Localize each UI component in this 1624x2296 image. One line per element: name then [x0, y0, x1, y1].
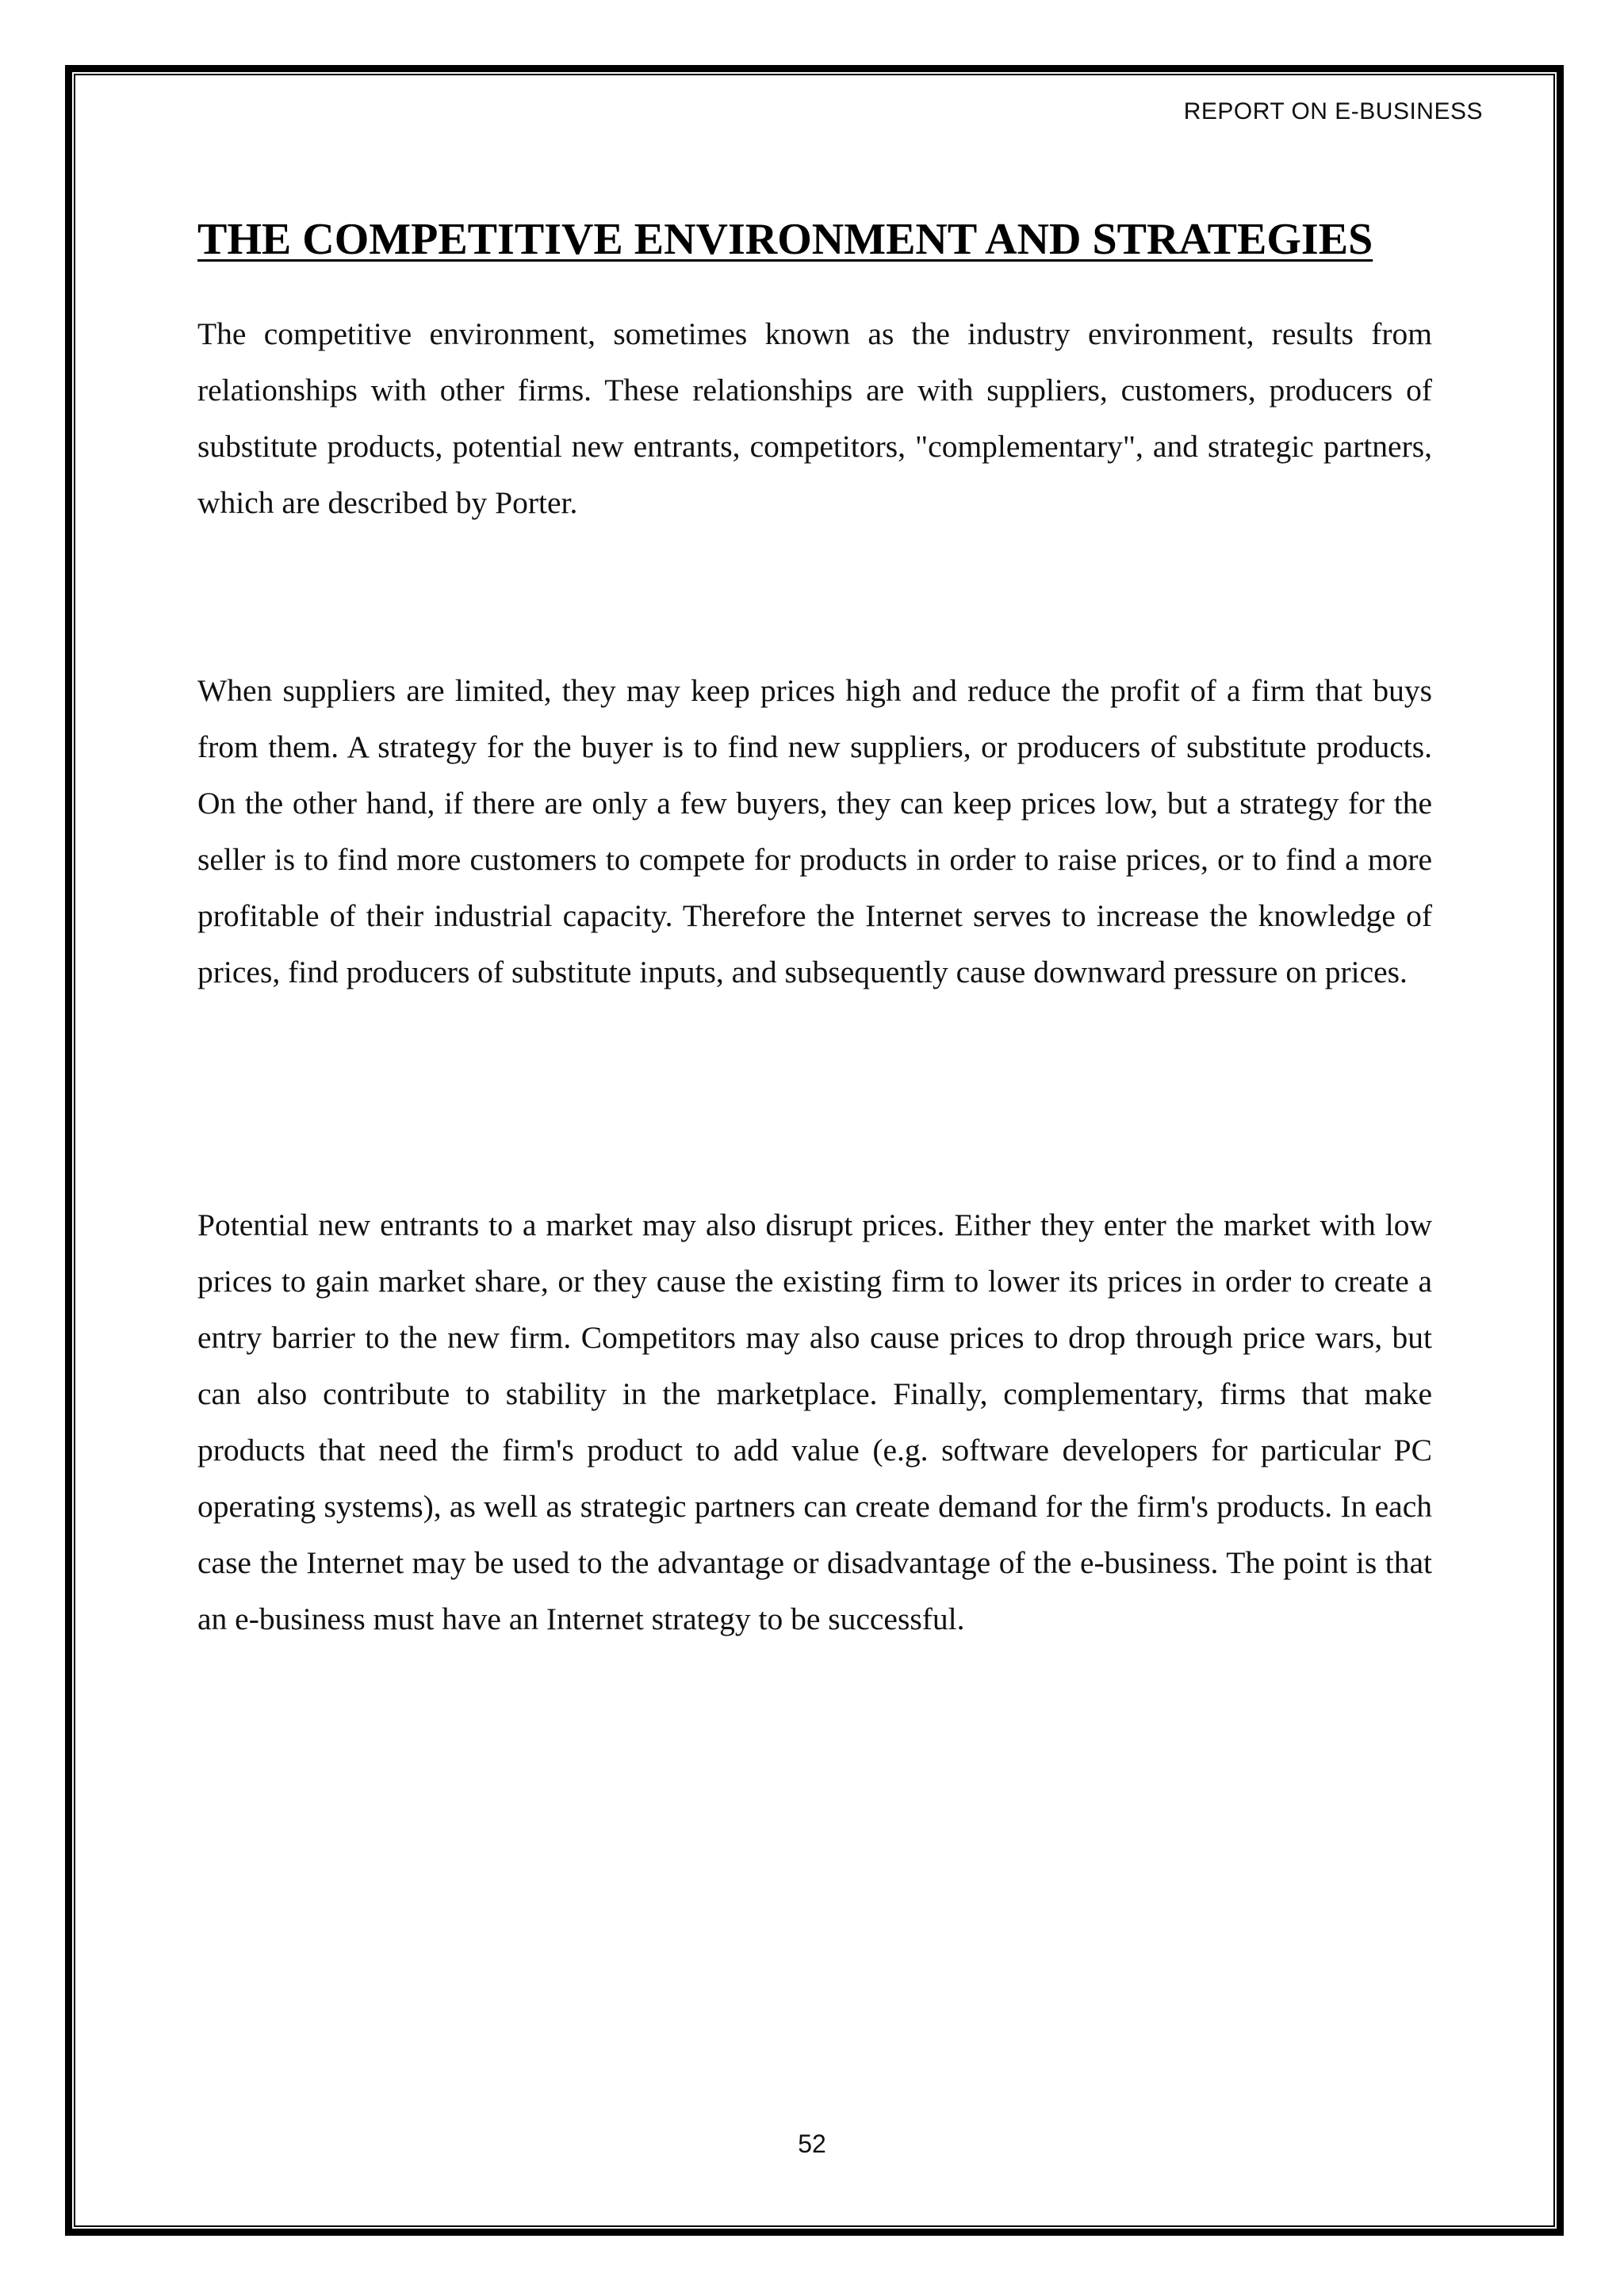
- paragraph-suppliers-buyers: When suppliers are limited, they may keep prices high and reduce the profit of a firm that buys from them. A strategy for the buyer is to find new suppliers, or producers of substitute products. On the other hand, if there are only a few buyers, they can keep prices low, but a strategy for the seller is to find more customers to compete for products in order to raise prices, or to find a more profitable of their industrial capacity. Therefore the Internet serves to increase the knowledge of prices, find producers of substitute inputs, and subsequently cause downward pressure on prices.: [197, 673, 1432, 989]
- paragraph-new-entrants: Potential new entrants to a market may also disrupt prices. Either they enter the market with low prices to gain market share, or they cause the existing firm to lower its prices in order to create a entry barrier to the new firm. Competitors may also cause prices to drop through price wars, but can also contribute to stability in the marketplace. Finally, complementary, firms that make products that need the firm's product to add value (e.g. software developers for particular PC operating systems), as well as strategic partners can create demand for the firm's products. In each case the Internet may be used to the advantage or disadvantage of the e-business. The point is that an e-business must have an Internet strategy to be successful.: [197, 1207, 1432, 1636]
- paragraph-competitive-environment: The competitive environment, sometimes known as the industry environment, results from relationships with other firms. These relationships are with suppliers, customers, producers of substitute products, potential new entrants, competitors, "complementary", and strategic partners, which are described by Porter.: [197, 316, 1432, 520]
- running-header: REPORT ON E-BUSINESS: [1183, 98, 1483, 124]
- page-number: 52: [798, 2130, 826, 2158]
- section-title: THE COMPETITIVE ENVIRONMENT AND STRATEGIES: [197, 215, 1373, 264]
